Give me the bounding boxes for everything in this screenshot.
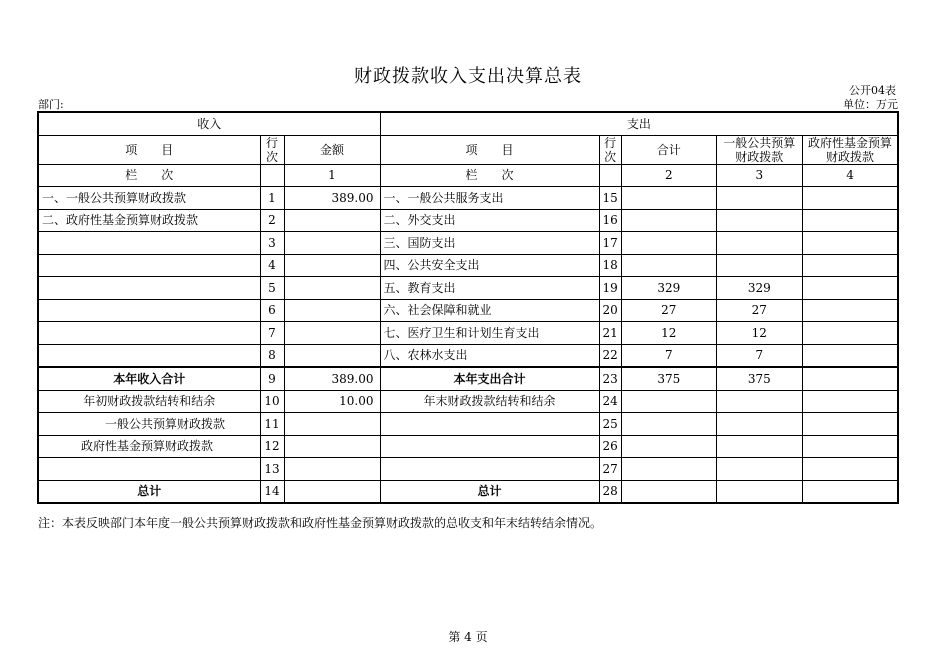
expense-total-cell: 7: [621, 344, 716, 367]
expense-line-cell: 28: [599, 480, 621, 503]
income-line-cell: 2: [260, 209, 284, 232]
expense-line-cell: 18: [599, 254, 621, 277]
income-amount-header: 金额: [284, 135, 380, 164]
expense-total-cell: [621, 435, 716, 458]
expense-line-header: 行次: [599, 135, 621, 164]
general-budget-cell: 375: [716, 367, 802, 390]
gov-fund-cell: [802, 322, 898, 345]
general-budget-cell: 12: [716, 322, 802, 345]
expense-line-cell: 26: [599, 435, 621, 458]
expense-line-cell: 25: [599, 413, 621, 436]
general-budget-cell: 329: [716, 277, 802, 300]
expense-item-cell: 六、社会保障和就业: [380, 299, 599, 322]
table-row: [38, 209, 898, 232]
gov-fund-cell: [802, 344, 898, 367]
expense-item-cell: [380, 458, 599, 481]
col-3: 3: [716, 164, 802, 187]
header-columns-row: [38, 135, 898, 164]
expense-line-cell: 21: [599, 322, 621, 345]
general-budget-cell: [716, 209, 802, 232]
column-number-row: [38, 164, 898, 187]
expense-total-cell: [621, 390, 716, 413]
gov-fund-cell: [802, 390, 898, 413]
expense-total-cell: [621, 480, 716, 503]
expense-line-cell: 20: [599, 299, 621, 322]
income-item-cell: 年初财政拨款结转和结余: [38, 390, 260, 413]
gov-fund-cell: [802, 435, 898, 458]
gov-fund-cell: [802, 254, 898, 277]
table-row: [38, 254, 898, 277]
income-amount-cell: [284, 209, 380, 232]
table-row: [38, 277, 898, 300]
income-header: 收入: [38, 112, 380, 135]
income-amount-cell: [284, 299, 380, 322]
col-4: 4: [802, 164, 898, 187]
income-item-cell: [38, 254, 260, 277]
gov-fund-cell: [802, 209, 898, 232]
expense-item-cell: 八、农林水支出: [380, 344, 599, 367]
income-item-cell: 本年收入合计: [38, 367, 260, 390]
income-line-cell: 12: [260, 435, 284, 458]
expense-item-cell: 三、国防支出: [380, 232, 599, 255]
general-budget-cell: [716, 435, 802, 458]
income-line-cell: 4: [260, 254, 284, 277]
income-line-cell: 9: [260, 367, 284, 390]
expense-line-cell: 15: [599, 187, 621, 210]
page-title: 财政拨款收入支出决算总表: [354, 66, 582, 87]
expense-line-cell: 22: [599, 344, 621, 367]
table-row: [38, 435, 898, 458]
income-line-cell: 10: [260, 390, 284, 413]
income-item-cell: 总计: [38, 480, 260, 503]
income-item-cell: 一般公共预算财政拨款: [38, 413, 260, 436]
table-row: [38, 480, 898, 503]
expense-item-cell: 一、一般公共服务支出: [380, 187, 599, 210]
unit-label: 单位：万元: [843, 98, 898, 111]
table-row: [38, 390, 898, 413]
expense-item-header: 项 目: [380, 135, 599, 164]
page-number: 第 4 页: [448, 630, 488, 644]
expense-item-cell: 四、公共安全支出: [380, 254, 599, 277]
expense-total-cell: [621, 458, 716, 481]
table-row: [38, 458, 898, 481]
expense-total-cell: 329: [621, 277, 716, 300]
general-budget-cell: 27: [716, 299, 802, 322]
income-line-cell: 5: [260, 277, 284, 300]
income-line-cell: 6: [260, 299, 284, 322]
income-item-cell: [38, 322, 260, 345]
income-line-cell: 7: [260, 322, 284, 345]
footnote: 注：本表反映部门本年度一般公共预算财政拨款和政府性基金预算财政拨款的总收支和年末结转结余情况。: [38, 516, 603, 530]
expense-line-cell: 24: [599, 390, 621, 413]
income-item-cell: [38, 458, 260, 481]
income-amount-cell: [284, 435, 380, 458]
income-line-header: 行次: [260, 135, 284, 164]
expense-line-cell: 19: [599, 277, 621, 300]
income-amount-cell: [284, 232, 380, 255]
income-line-cell: 1: [260, 187, 284, 210]
expense-total-cell: 12: [621, 322, 716, 345]
income-amount-cell: 10.00: [284, 390, 380, 413]
expense-item-cell: [380, 413, 599, 436]
gov-fund-cell: [802, 413, 898, 436]
income-item-cell: 二、政府性基金预算财政拨款: [38, 209, 260, 232]
income-item-cell: 政府性基金预算财政拨款: [38, 435, 260, 458]
general-budget-cell: 7: [716, 344, 802, 367]
income-amount-cell: [284, 458, 380, 481]
gov-fund-header: 政府性基金预算财政拨款: [802, 135, 898, 164]
income-line-cell: 14: [260, 480, 284, 503]
expense-item-cell: 二、外交支出: [380, 209, 599, 232]
income-item-cell: 一、一般公共预算财政拨款: [38, 187, 260, 210]
table-row: [38, 413, 898, 436]
gov-fund-cell: [802, 232, 898, 255]
expense-total-header: 合计: [621, 135, 716, 164]
expense-total-cell: [621, 187, 716, 210]
income-amount-cell: [284, 277, 380, 300]
income-column-label: 栏 次: [38, 164, 260, 187]
general-budget-cell: [716, 413, 802, 436]
table-row: [38, 367, 898, 390]
table-row: [38, 187, 898, 210]
gov-fund-cell: [802, 299, 898, 322]
expense-item-cell: 五、教育支出: [380, 277, 599, 300]
general-budget-header: 一般公共预算财政拨款: [716, 135, 802, 164]
gov-fund-cell: [802, 367, 898, 390]
expense-line-cell: 27: [599, 458, 621, 481]
income-amount-cell: [284, 344, 380, 367]
expense-total-cell: [621, 232, 716, 255]
blank-cell: [260, 164, 284, 187]
income-amount-cell: 389.00: [284, 187, 380, 210]
expense-header: 支出: [380, 112, 898, 135]
gov-fund-cell: [802, 480, 898, 503]
expense-total-cell: 27: [621, 299, 716, 322]
blank-cell: [599, 164, 621, 187]
income-item-cell: [38, 344, 260, 367]
income-line-cell: 11: [260, 413, 284, 436]
expense-line-cell: 17: [599, 232, 621, 255]
expense-total-cell: [621, 209, 716, 232]
income-amount-cell: 389.00: [284, 367, 380, 390]
form-number: 公开04表: [849, 84, 896, 97]
income-amount-cell: [284, 322, 380, 345]
expense-total-cell: [621, 413, 716, 436]
income-line-cell: 3: [260, 232, 284, 255]
col-2: 2: [621, 164, 716, 187]
income-item-cell: [38, 277, 260, 300]
income-item-cell: [38, 299, 260, 322]
income-item-header: 项 目: [38, 135, 260, 164]
gov-fund-cell: [802, 458, 898, 481]
expense-item-cell: 七、医疗卫生和计划生育支出: [380, 322, 599, 345]
general-budget-cell: [716, 232, 802, 255]
expense-total-cell: [621, 254, 716, 277]
header-section-row: [38, 112, 898, 135]
income-line-cell: 8: [260, 344, 284, 367]
general-budget-cell: [716, 390, 802, 413]
budget-table: [37, 111, 899, 504]
table-row: [38, 322, 898, 345]
expense-item-cell: 总计: [380, 480, 599, 503]
gov-fund-cell: [802, 187, 898, 210]
table-row: [38, 299, 898, 322]
gov-fund-cell: [802, 277, 898, 300]
table-row: [38, 344, 898, 367]
income-amount-cell: [284, 254, 380, 277]
table-row: [38, 232, 898, 255]
expense-item-cell: [380, 435, 599, 458]
expense-line-cell: 23: [599, 367, 621, 390]
general-budget-cell: [716, 458, 802, 481]
expense-line-cell: 16: [599, 209, 621, 232]
col-1: 1: [284, 164, 380, 187]
income-line-cell: 13: [260, 458, 284, 481]
general-budget-cell: [716, 187, 802, 210]
expense-column-label: 栏 次: [380, 164, 599, 187]
department-label: 部门:: [38, 98, 64, 111]
expense-item-cell: 本年支出合计: [380, 367, 599, 390]
income-amount-cell: [284, 413, 380, 436]
general-budget-cell: [716, 254, 802, 277]
income-amount-cell: [284, 480, 380, 503]
income-item-cell: [38, 232, 260, 255]
general-budget-cell: [716, 480, 802, 503]
expense-item-cell: 年末财政拨款结转和结余: [380, 390, 599, 413]
expense-total-cell: 375: [621, 367, 716, 390]
